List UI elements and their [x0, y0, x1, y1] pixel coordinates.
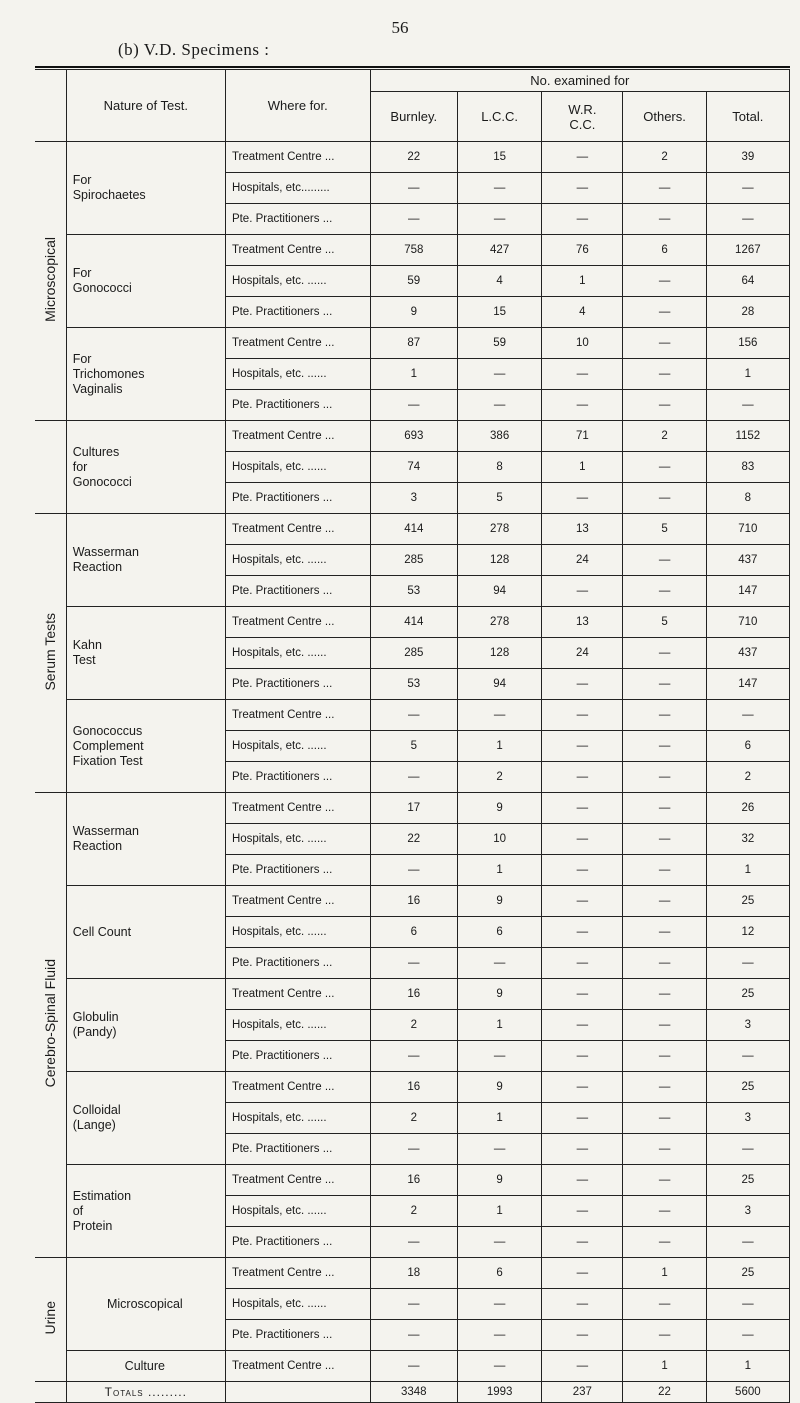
column-header: L.C.C.	[457, 92, 541, 142]
total-value: 5600	[706, 1382, 789, 1403]
where-cell: Pte. Practitioners ...	[225, 576, 370, 607]
table-caption: (b) V.D. Specimens :	[118, 40, 270, 59]
count-cell: 32	[706, 824, 789, 855]
where-cell: Treatment Centre ...	[225, 1072, 370, 1103]
count-cell: 22	[370, 142, 457, 173]
total-value: 22	[623, 1382, 706, 1403]
count-cell: —	[623, 1072, 706, 1103]
count-cell: —	[542, 1289, 623, 1320]
count-cell: —	[542, 142, 623, 173]
where-cell: Treatment Centre ...	[225, 793, 370, 824]
count-cell: —	[370, 855, 457, 886]
count-cell: 1	[457, 1103, 541, 1134]
count-cell: 2	[370, 1010, 457, 1041]
count-cell: 16	[370, 979, 457, 1010]
where-cell: Treatment Centre ...	[225, 142, 370, 173]
section-label-text: Serum Tests	[42, 612, 59, 691]
count-cell: 128	[457, 545, 541, 576]
count-cell: 5	[623, 514, 706, 545]
count-cell: 5	[457, 483, 541, 514]
group-header: No. examined for	[370, 70, 789, 92]
count-cell: —	[706, 1289, 789, 1320]
count-cell: —	[370, 1134, 457, 1165]
where-cell: Pte. Practitioners ...	[225, 1134, 370, 1165]
where-cell: Hospitals, etc. ......	[225, 452, 370, 483]
count-cell: 9	[457, 1072, 541, 1103]
count-cell: —	[370, 1351, 457, 1382]
count-cell: 15	[457, 297, 541, 328]
count-cell: —	[623, 359, 706, 390]
count-cell: 427	[457, 235, 541, 266]
test-name: Culture	[66, 1351, 225, 1382]
count-cell: —	[370, 948, 457, 979]
count-cell: 39	[706, 142, 789, 173]
count-cell: —	[542, 793, 623, 824]
top-rule	[35, 66, 790, 68]
section-header-blank	[35, 70, 66, 142]
count-cell: 4	[542, 297, 623, 328]
where-cell: Hospitals, etc. ......	[225, 1196, 370, 1227]
table-row	[35, 607, 790, 638]
count-cell: —	[457, 390, 541, 421]
where-cell: Treatment Centre ...	[225, 979, 370, 1010]
count-cell: —	[542, 1196, 623, 1227]
count-cell: 2	[457, 762, 541, 793]
page-number: 56	[391, 18, 409, 37]
count-cell: —	[623, 762, 706, 793]
count-cell: 26	[706, 793, 789, 824]
where-cell: Hospitals, etc. ......	[225, 1010, 370, 1041]
count-cell: —	[706, 390, 789, 421]
count-cell: 53	[370, 576, 457, 607]
count-cell: —	[623, 545, 706, 576]
count-cell: 22	[370, 824, 457, 855]
table-row	[35, 793, 790, 824]
count-cell: 693	[370, 421, 457, 452]
count-cell: —	[542, 576, 623, 607]
count-cell: 13	[542, 607, 623, 638]
count-cell: 128	[457, 638, 541, 669]
count-cell: —	[706, 1320, 789, 1351]
totals-label: Totals .........	[66, 1382, 225, 1403]
count-cell: —	[706, 948, 789, 979]
count-cell: 1	[623, 1258, 706, 1289]
count-cell: —	[542, 979, 623, 1010]
count-cell: 1267	[706, 235, 789, 266]
where-cell: Pte. Practitioners ...	[225, 297, 370, 328]
count-cell: 1	[706, 855, 789, 886]
where-cell: Hospitals, etc. ......	[225, 638, 370, 669]
where-cell: Pte. Practitioners ...	[225, 1227, 370, 1258]
count-cell: —	[457, 359, 541, 390]
count-cell: 5	[623, 607, 706, 638]
count-cell: —	[542, 1103, 623, 1134]
count-cell: 710	[706, 514, 789, 545]
count-cell: 64	[706, 266, 789, 297]
test-name: Microscopical	[66, 1258, 225, 1351]
count-cell: 1	[370, 359, 457, 390]
count-cell: 12	[706, 917, 789, 948]
count-cell: 1	[706, 359, 789, 390]
table-row	[35, 421, 790, 452]
count-cell: —	[623, 917, 706, 948]
count-cell: —	[623, 979, 706, 1010]
where-cell: Treatment Centre ...	[225, 1165, 370, 1196]
count-cell: 59	[370, 266, 457, 297]
count-cell: 3	[706, 1010, 789, 1041]
totals-blank	[35, 1382, 66, 1403]
section-label-text: Microscopical	[42, 237, 59, 322]
count-cell: —	[542, 483, 623, 514]
count-cell: —	[542, 173, 623, 204]
count-cell: 285	[370, 638, 457, 669]
test-name: Kahn Test	[66, 607, 225, 700]
count-cell: 3	[370, 483, 457, 514]
count-cell: 6	[623, 235, 706, 266]
vd-specimens-table	[35, 69, 790, 1403]
count-cell: —	[457, 1289, 541, 1320]
where-header: Where for.	[225, 70, 370, 142]
count-cell: —	[542, 731, 623, 762]
count-cell: 2	[623, 421, 706, 452]
count-cell: 83	[706, 452, 789, 483]
where-cell: Hospitals, etc. ......	[225, 359, 370, 390]
column-header: Total.	[706, 92, 789, 142]
count-cell: —	[457, 204, 541, 235]
count-cell: —	[542, 1010, 623, 1041]
count-cell: 24	[542, 638, 623, 669]
section-label	[35, 142, 66, 421]
total-value: 237	[542, 1382, 623, 1403]
section-label	[35, 514, 66, 793]
count-cell: 53	[370, 669, 457, 700]
count-cell: 9	[457, 886, 541, 917]
totals-where-blank	[225, 1382, 370, 1403]
count-cell: —	[542, 669, 623, 700]
count-cell: 1152	[706, 421, 789, 452]
table-row	[35, 700, 790, 731]
count-cell: —	[370, 700, 457, 731]
where-cell: Treatment Centre ...	[225, 1351, 370, 1382]
count-cell: —	[370, 1320, 457, 1351]
count-cell: —	[457, 1041, 541, 1072]
count-cell: —	[370, 1289, 457, 1320]
count-cell: —	[706, 700, 789, 731]
count-cell: —	[542, 1072, 623, 1103]
count-cell: 8	[457, 452, 541, 483]
count-cell: 2	[370, 1103, 457, 1134]
count-cell: 278	[457, 607, 541, 638]
count-cell: —	[623, 669, 706, 700]
count-cell: —	[623, 1320, 706, 1351]
count-cell: —	[706, 1227, 789, 1258]
count-cell: 2	[623, 142, 706, 173]
count-cell: 25	[706, 1072, 789, 1103]
where-cell: Pte. Practitioners ...	[225, 855, 370, 886]
test-name: Globulin (Pandy)	[66, 979, 225, 1072]
count-cell: —	[706, 204, 789, 235]
count-cell: —	[706, 173, 789, 204]
table-row	[35, 1072, 790, 1103]
count-cell: —	[623, 452, 706, 483]
test-name: Gonococcus Complement Fixation Test	[66, 700, 225, 793]
count-cell: 758	[370, 235, 457, 266]
count-cell: —	[457, 700, 541, 731]
nature-header: Nature of Test.	[66, 70, 225, 142]
count-cell: 16	[370, 1165, 457, 1196]
count-cell: 3	[706, 1103, 789, 1134]
test-name: For Trichomones Vaginalis	[66, 328, 225, 421]
count-cell: 1	[706, 1351, 789, 1382]
table-row	[35, 1165, 790, 1196]
count-cell: —	[623, 483, 706, 514]
table-row	[35, 979, 790, 1010]
count-cell: 59	[457, 328, 541, 359]
where-cell: Treatment Centre ...	[225, 607, 370, 638]
where-cell: Pte. Practitioners ...	[225, 669, 370, 700]
count-cell: 25	[706, 886, 789, 917]
count-cell: —	[457, 1134, 541, 1165]
where-cell: Hospitals, etc. ......	[225, 1289, 370, 1320]
where-cell: Pte. Practitioners ...	[225, 483, 370, 514]
test-name: Estimation of Protein	[66, 1165, 225, 1258]
test-name: Cultures for Gonococci	[66, 421, 225, 514]
column-header: Burnley.	[370, 92, 457, 142]
count-cell: —	[457, 948, 541, 979]
count-cell: —	[542, 1320, 623, 1351]
where-cell: Treatment Centre ...	[225, 235, 370, 266]
count-cell: 414	[370, 607, 457, 638]
column-header: Others.	[623, 92, 706, 142]
count-cell: —	[542, 359, 623, 390]
where-cell: Pte. Practitioners ...	[225, 390, 370, 421]
where-cell: Hospitals, etc. ......	[225, 731, 370, 762]
table-row	[35, 235, 790, 266]
count-cell: 285	[370, 545, 457, 576]
table-row	[35, 328, 790, 359]
test-name: Wasserman Reaction	[66, 514, 225, 607]
count-cell: 3	[706, 1196, 789, 1227]
totals-row	[35, 1382, 790, 1403]
table-row	[35, 1351, 790, 1382]
count-cell: 1	[623, 1351, 706, 1382]
count-cell: 147	[706, 669, 789, 700]
count-cell: —	[542, 1165, 623, 1196]
count-cell: —	[542, 917, 623, 948]
count-cell: 6	[457, 917, 541, 948]
table-row	[35, 1258, 790, 1289]
section-label-text: Urine	[42, 1301, 59, 1335]
where-cell: Treatment Centre ...	[225, 328, 370, 359]
count-cell: —	[623, 793, 706, 824]
count-cell: 9	[370, 297, 457, 328]
where-cell: Treatment Centre ...	[225, 421, 370, 452]
count-cell: 25	[706, 979, 789, 1010]
count-cell: 6	[370, 917, 457, 948]
count-cell: 156	[706, 328, 789, 359]
count-cell: 1	[457, 1196, 541, 1227]
count-cell: —	[623, 886, 706, 917]
count-cell: —	[542, 390, 623, 421]
count-cell: —	[542, 1227, 623, 1258]
count-cell: —	[623, 948, 706, 979]
count-cell: —	[370, 1227, 457, 1258]
count-cell: 74	[370, 452, 457, 483]
count-cell: 28	[706, 297, 789, 328]
count-cell: 17	[370, 793, 457, 824]
count-cell: 16	[370, 886, 457, 917]
column-header: W.R. C.C.	[542, 92, 623, 142]
count-cell: 25	[706, 1258, 789, 1289]
where-cell: Pte. Practitioners ...	[225, 204, 370, 235]
count-cell: —	[370, 173, 457, 204]
count-cell: —	[370, 1041, 457, 1072]
count-cell: —	[623, 204, 706, 235]
count-cell: —	[542, 824, 623, 855]
where-cell: Pte. Practitioners ...	[225, 762, 370, 793]
where-cell: Treatment Centre ...	[225, 886, 370, 917]
count-cell: —	[623, 638, 706, 669]
count-cell: —	[706, 1134, 789, 1165]
where-cell: Hospitals, etc. ......	[225, 917, 370, 948]
section-label	[35, 1258, 66, 1382]
count-cell: 24	[542, 545, 623, 576]
test-name: For Spirochaetes	[66, 142, 225, 235]
count-cell: —	[623, 173, 706, 204]
count-cell: 10	[542, 328, 623, 359]
where-cell: Hospitals, etc. ......	[225, 545, 370, 576]
count-cell: 94	[457, 576, 541, 607]
count-cell: 2	[706, 762, 789, 793]
count-cell: 278	[457, 514, 541, 545]
count-cell: —	[457, 1227, 541, 1258]
count-cell: —	[623, 1289, 706, 1320]
where-cell: Hospitals, etc.........	[225, 173, 370, 204]
count-cell: 9	[457, 793, 541, 824]
count-cell: 6	[457, 1258, 541, 1289]
count-cell: 25	[706, 1165, 789, 1196]
count-cell: —	[623, 328, 706, 359]
section-label	[35, 793, 66, 1258]
test-name: For Gonococci	[66, 235, 225, 328]
table-row	[35, 514, 790, 545]
where-cell: Hospitals, etc. ......	[225, 824, 370, 855]
count-cell: 94	[457, 669, 541, 700]
count-cell: 71	[542, 421, 623, 452]
count-cell: 10	[457, 824, 541, 855]
count-cell: 4	[457, 266, 541, 297]
count-cell: —	[623, 824, 706, 855]
test-name: Wasserman Reaction	[66, 793, 225, 886]
count-cell: —	[623, 297, 706, 328]
total-value: 3348	[370, 1382, 457, 1403]
count-cell: —	[542, 1258, 623, 1289]
section-label-text: Cerebro-Spinal Fluid	[42, 959, 59, 1088]
count-cell: —	[623, 1165, 706, 1196]
count-cell: 2	[370, 1196, 457, 1227]
count-cell: —	[542, 1134, 623, 1165]
test-name: Cell Count	[66, 886, 225, 979]
count-cell: 414	[370, 514, 457, 545]
count-cell: —	[542, 1041, 623, 1072]
section-label	[35, 421, 66, 514]
count-cell: —	[623, 266, 706, 297]
count-cell: 1	[457, 1010, 541, 1041]
count-cell: —	[706, 1041, 789, 1072]
where-cell: Hospitals, etc. ......	[225, 1103, 370, 1134]
where-cell: Treatment Centre ...	[225, 700, 370, 731]
table-row	[35, 142, 790, 173]
count-cell: 1	[542, 452, 623, 483]
count-cell: 437	[706, 638, 789, 669]
where-cell: Treatment Centre ...	[225, 1258, 370, 1289]
total-value: 1993	[457, 1382, 541, 1403]
count-cell: —	[457, 1320, 541, 1351]
where-cell: Hospitals, etc. ......	[225, 266, 370, 297]
count-cell: 6	[706, 731, 789, 762]
count-cell: —	[623, 1103, 706, 1134]
count-cell: —	[542, 886, 623, 917]
where-cell: Pte. Practitioners ...	[225, 1320, 370, 1351]
count-cell: —	[623, 700, 706, 731]
count-cell: —	[370, 204, 457, 235]
count-cell: 9	[457, 979, 541, 1010]
count-cell: —	[542, 948, 623, 979]
count-cell: —	[623, 731, 706, 762]
count-cell: —	[623, 1041, 706, 1072]
count-cell: 76	[542, 235, 623, 266]
count-cell: —	[623, 1010, 706, 1041]
count-cell: 9	[457, 1165, 541, 1196]
count-cell: 1	[457, 855, 541, 886]
count-cell: 5	[370, 731, 457, 762]
count-cell: —	[542, 855, 623, 886]
count-cell: —	[457, 1351, 541, 1382]
count-cell: —	[623, 390, 706, 421]
count-cell: 147	[706, 576, 789, 607]
where-cell: Pte. Practitioners ...	[225, 1041, 370, 1072]
count-cell: —	[623, 1227, 706, 1258]
count-cell: 386	[457, 421, 541, 452]
count-cell: —	[623, 1134, 706, 1165]
count-cell: 16	[370, 1072, 457, 1103]
count-cell: 1	[457, 731, 541, 762]
count-cell: —	[542, 1351, 623, 1382]
count-cell: 15	[457, 142, 541, 173]
count-cell: —	[542, 762, 623, 793]
count-cell: 710	[706, 607, 789, 638]
count-cell: —	[623, 855, 706, 886]
count-cell: —	[370, 762, 457, 793]
count-cell: 13	[542, 514, 623, 545]
count-cell: —	[542, 700, 623, 731]
table-row	[35, 886, 790, 917]
count-cell: 437	[706, 545, 789, 576]
count-cell: 18	[370, 1258, 457, 1289]
test-name: Colloidal (Lange)	[66, 1072, 225, 1165]
count-cell: —	[623, 576, 706, 607]
count-cell: —	[542, 204, 623, 235]
count-cell: —	[457, 173, 541, 204]
count-cell: 87	[370, 328, 457, 359]
count-cell: —	[370, 390, 457, 421]
where-cell: Treatment Centre ...	[225, 514, 370, 545]
where-cell: Pte. Practitioners ...	[225, 948, 370, 979]
count-cell: 1	[542, 266, 623, 297]
count-cell: 8	[706, 483, 789, 514]
count-cell: —	[623, 1196, 706, 1227]
